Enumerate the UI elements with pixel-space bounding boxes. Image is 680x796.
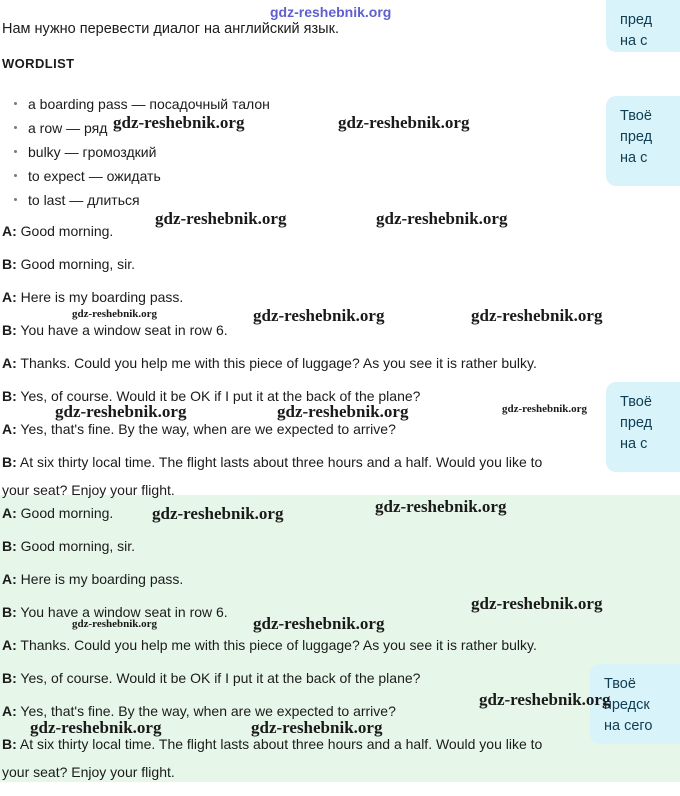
dialog-line: [2, 702, 642, 720]
dialog-text: Good morning, sir.: [20, 256, 136, 272]
dialog-text: Yes, of course. Would it be OK if I put it at the back of the plane?: [20, 388, 421, 404]
dialog-line: [2, 481, 642, 499]
dialog-line: [2, 354, 642, 372]
dialog-text: your seat? Enjoy your flight.: [2, 764, 175, 780]
dialog-text: Yes, that's fine. By the way, when are we expected to arrive?: [20, 703, 396, 719]
watermark: gdz-reshebnik.org: [113, 113, 245, 132]
speaker-label: A:: [2, 223, 17, 239]
dialog-line: [2, 537, 642, 555]
dialog-line: [2, 735, 642, 753]
dialog-text: Thanks. Could you help me with this piece of luggage? As you see it is rather bulky.: [20, 637, 537, 653]
speaker-label: B:: [2, 256, 17, 272]
dialog-text: Here is my boarding pass.: [20, 289, 184, 305]
dialog-text: You have a window seat in row 6.: [20, 322, 228, 338]
side-card[interactable]: [606, 0, 680, 52]
dialog-text: You have a window seat in row 6.: [20, 604, 228, 620]
speaker-label: A:: [2, 571, 17, 587]
speaker-label: A:: [2, 637, 17, 653]
dialog-text: Yes, that's fine. By the way, when are we expected to arrive?: [20, 421, 396, 437]
watermark: gdz-reshebnik.org: [376, 209, 508, 228]
speaker-label: A:: [2, 505, 17, 521]
dialog-line: [2, 321, 642, 339]
list-item: bulky — громоздкий: [14, 140, 434, 164]
side-card-line: пред: [620, 415, 653, 431]
dialog-line: [2, 387, 642, 405]
dialog-line: [2, 669, 642, 687]
speaker-label: B:: [2, 454, 17, 470]
speaker-label: B:: [2, 388, 17, 404]
watermark: gdz-reshebnik.org: [251, 718, 383, 737]
side-card[interactable]: [606, 382, 680, 472]
side-card-line: на с: [620, 33, 648, 49]
speaker-label: B:: [2, 538, 17, 554]
dialog-text: Yes, of course. Would it be OK if I put it at the back of the plane?: [20, 670, 421, 686]
dialog-text: Thanks. Could you help me with this piece of luggage? As you see it is rather bulky.: [20, 355, 537, 371]
watermark: gdz-reshebnik.org: [277, 402, 409, 421]
speaker-label: B:: [2, 736, 17, 752]
watermark: gdz-reshebnik.org: [30, 718, 162, 737]
wordlist: [14, 92, 434, 212]
dialog-original: [2, 222, 642, 514]
speaker-label: A:: [2, 703, 17, 719]
dialog-answer: [2, 504, 642, 796]
dialog-line: [2, 453, 642, 471]
watermark: gdz-reshebnik.org: [253, 306, 385, 325]
side-card-line: предск: [604, 697, 650, 713]
watermark: gdz-reshebnik.org: [502, 403, 588, 415]
watermark: gdz-reshebnik.org: [270, 4, 392, 20]
speaker-label: A:: [2, 355, 17, 371]
watermark: gdz-reshebnik.org: [375, 497, 507, 516]
dialog-line: [2, 763, 642, 781]
watermark: gdz-reshebnik.org: [155, 209, 287, 228]
watermark: gdz-reshebnik.org: [152, 504, 284, 523]
speaker-label: A:: [2, 289, 17, 305]
watermark: gdz-reshebnik.org: [72, 618, 158, 630]
side-card-line: на сего: [604, 718, 653, 734]
speaker-label: A:: [2, 421, 17, 437]
dialog-text: At six thirty local time. The flight lasts about three hours and a half. Would you like to: [19, 736, 543, 752]
watermark: gdz-reshebnik.org: [253, 614, 385, 633]
dialog-line: [2, 288, 642, 306]
dialog-line: [2, 420, 642, 438]
side-card[interactable]: [590, 664, 680, 744]
side-card-line: на с: [620, 436, 648, 452]
watermark: gdz-reshebnik.org: [479, 690, 611, 709]
speaker-label: B:: [2, 322, 17, 338]
watermark: gdz-reshebnik.org: [55, 402, 187, 421]
watermark: gdz-reshebnik.org: [471, 594, 603, 613]
list-item: to last — длиться: [14, 188, 434, 212]
dialog-line: [2, 504, 642, 522]
dialog-text: Good morning.: [20, 505, 114, 521]
speaker-label: B:: [2, 670, 17, 686]
list-item: to expect — ожидать: [14, 164, 434, 188]
wordlist-heading: WORDLIST: [2, 56, 75, 71]
dialog-line: [2, 222, 642, 240]
watermark: gdz-reshebnik.org: [338, 113, 470, 132]
dialog-line: [2, 570, 642, 588]
side-card-line: Твоё: [620, 394, 652, 410]
side-card-line: Твоё: [620, 108, 652, 124]
watermark: gdz-reshebnik.org: [471, 306, 603, 325]
side-card-line: пред: [620, 12, 653, 28]
list-item: a boarding pass — посадочный талон: [14, 92, 434, 116]
watermark: gdz-reshebnik.org: [72, 308, 158, 320]
dialog-text: Here is my boarding pass.: [20, 571, 184, 587]
side-card-line: Твоё: [604, 676, 636, 692]
intro-text: Нам нужно перевести диалог на английский язык.: [2, 21, 339, 37]
dialog-line: [2, 603, 642, 621]
dialog-text: Good morning, sir.: [20, 538, 136, 554]
dialog-line: [2, 636, 642, 654]
dialog-text: Good morning.: [20, 223, 114, 239]
side-card-line: на с: [620, 150, 648, 166]
side-card-line: пред: [620, 129, 653, 145]
dialog-line: [2, 255, 642, 273]
list-item: a row — ряд: [14, 116, 434, 140]
dialog-text: At six thirty local time. The flight lasts about three hours and a half. Would you like to: [19, 454, 543, 470]
dialog-text: your seat? Enjoy your flight.: [2, 482, 175, 498]
speaker-label: B:: [2, 604, 17, 620]
side-card[interactable]: [606, 96, 680, 186]
